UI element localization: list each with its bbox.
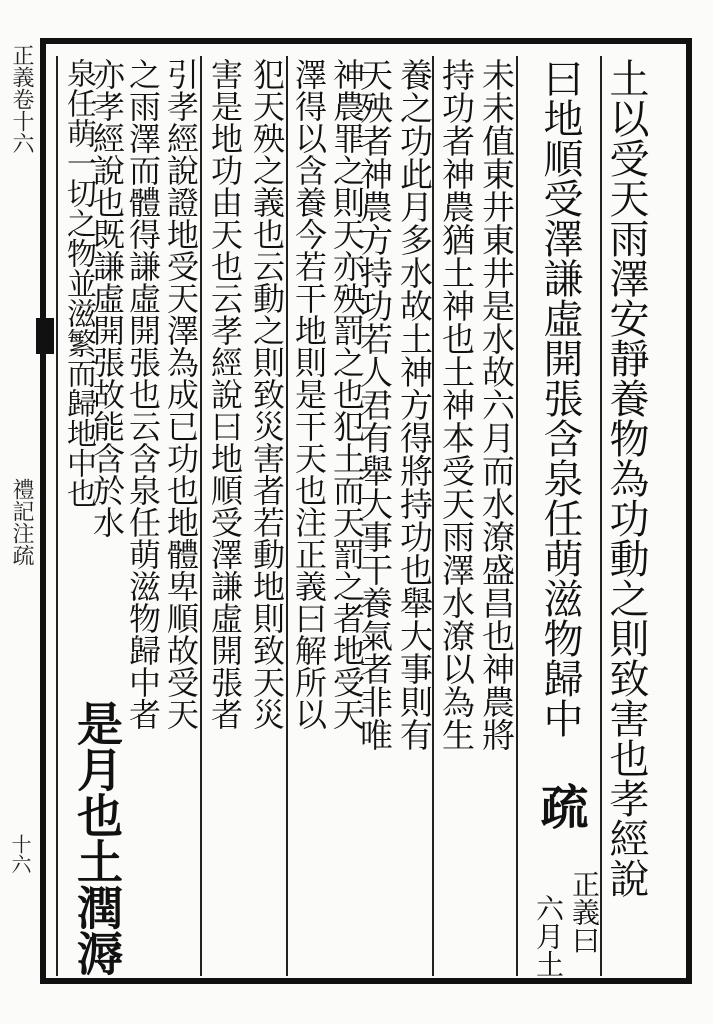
fishtail-mark xyxy=(36,318,54,354)
text-column-12: 之雨澤而體得謙虛開張也云含泉任萌滋物歸中者 xyxy=(124,58,162,730)
text-column-13: 亦孝經說也既謙虛開張故能含於水 xyxy=(88,58,126,538)
text-column-5: 養之功此月多水故土神方得將持功也舉大事則有 xyxy=(395,58,434,751)
text-column-10: 害是地功由天也云孝經說曰地順受澤謙虛開張者 xyxy=(206,58,244,730)
text-column-2: 曰地順受澤謙虛開張含泉任萌滋物歸中 疏 正義曰 六月土 xyxy=(520,58,600,978)
margin-page-number: 十六 xyxy=(8,834,32,874)
text-column-4: 持功者神農猶土神也土神本受天雨澤水潦以為生 xyxy=(437,58,476,751)
text-column-8: 澤得以含養今若干地則是干天也注正義曰解所以 xyxy=(290,58,328,730)
shu-marker: 疏 xyxy=(532,782,588,830)
margin-book-title: 禮記注疏 xyxy=(9,478,34,566)
margin-volume: 正義卷十六 xyxy=(9,44,34,154)
text-column-1: 土以受天雨澤安靜養物為功動之則致害也孝經說 xyxy=(603,58,649,898)
text-column-3: 未未值東井東井是水故六月而水潦盛昌也神農將 xyxy=(477,58,516,751)
margin-column xyxy=(8,44,38,984)
annotation-small-left: 六月土 xyxy=(532,894,565,978)
text-column-6: 天殃者神農方持功若人君有舉大事干養氣者非唯 xyxy=(355,58,394,751)
text-column-7: 神農罪之則天亦殃罰之也犯土而天罰之者地受天 xyxy=(328,58,366,730)
main-text-large: 是月也土潤溽 xyxy=(70,700,124,976)
column-rule xyxy=(600,56,602,976)
text-column-9: 犯天殃之義也云動之則致災害者若動地則致天災 xyxy=(248,58,286,730)
text-column-11: 引孝經說證地受天澤為成已功也地體卑順故受天 xyxy=(162,58,200,730)
text-column-14: 泉任萌一切之物並滋繁而歸地中也 xyxy=(61,58,96,508)
annotation-small-right: 正義曰 xyxy=(568,870,601,954)
